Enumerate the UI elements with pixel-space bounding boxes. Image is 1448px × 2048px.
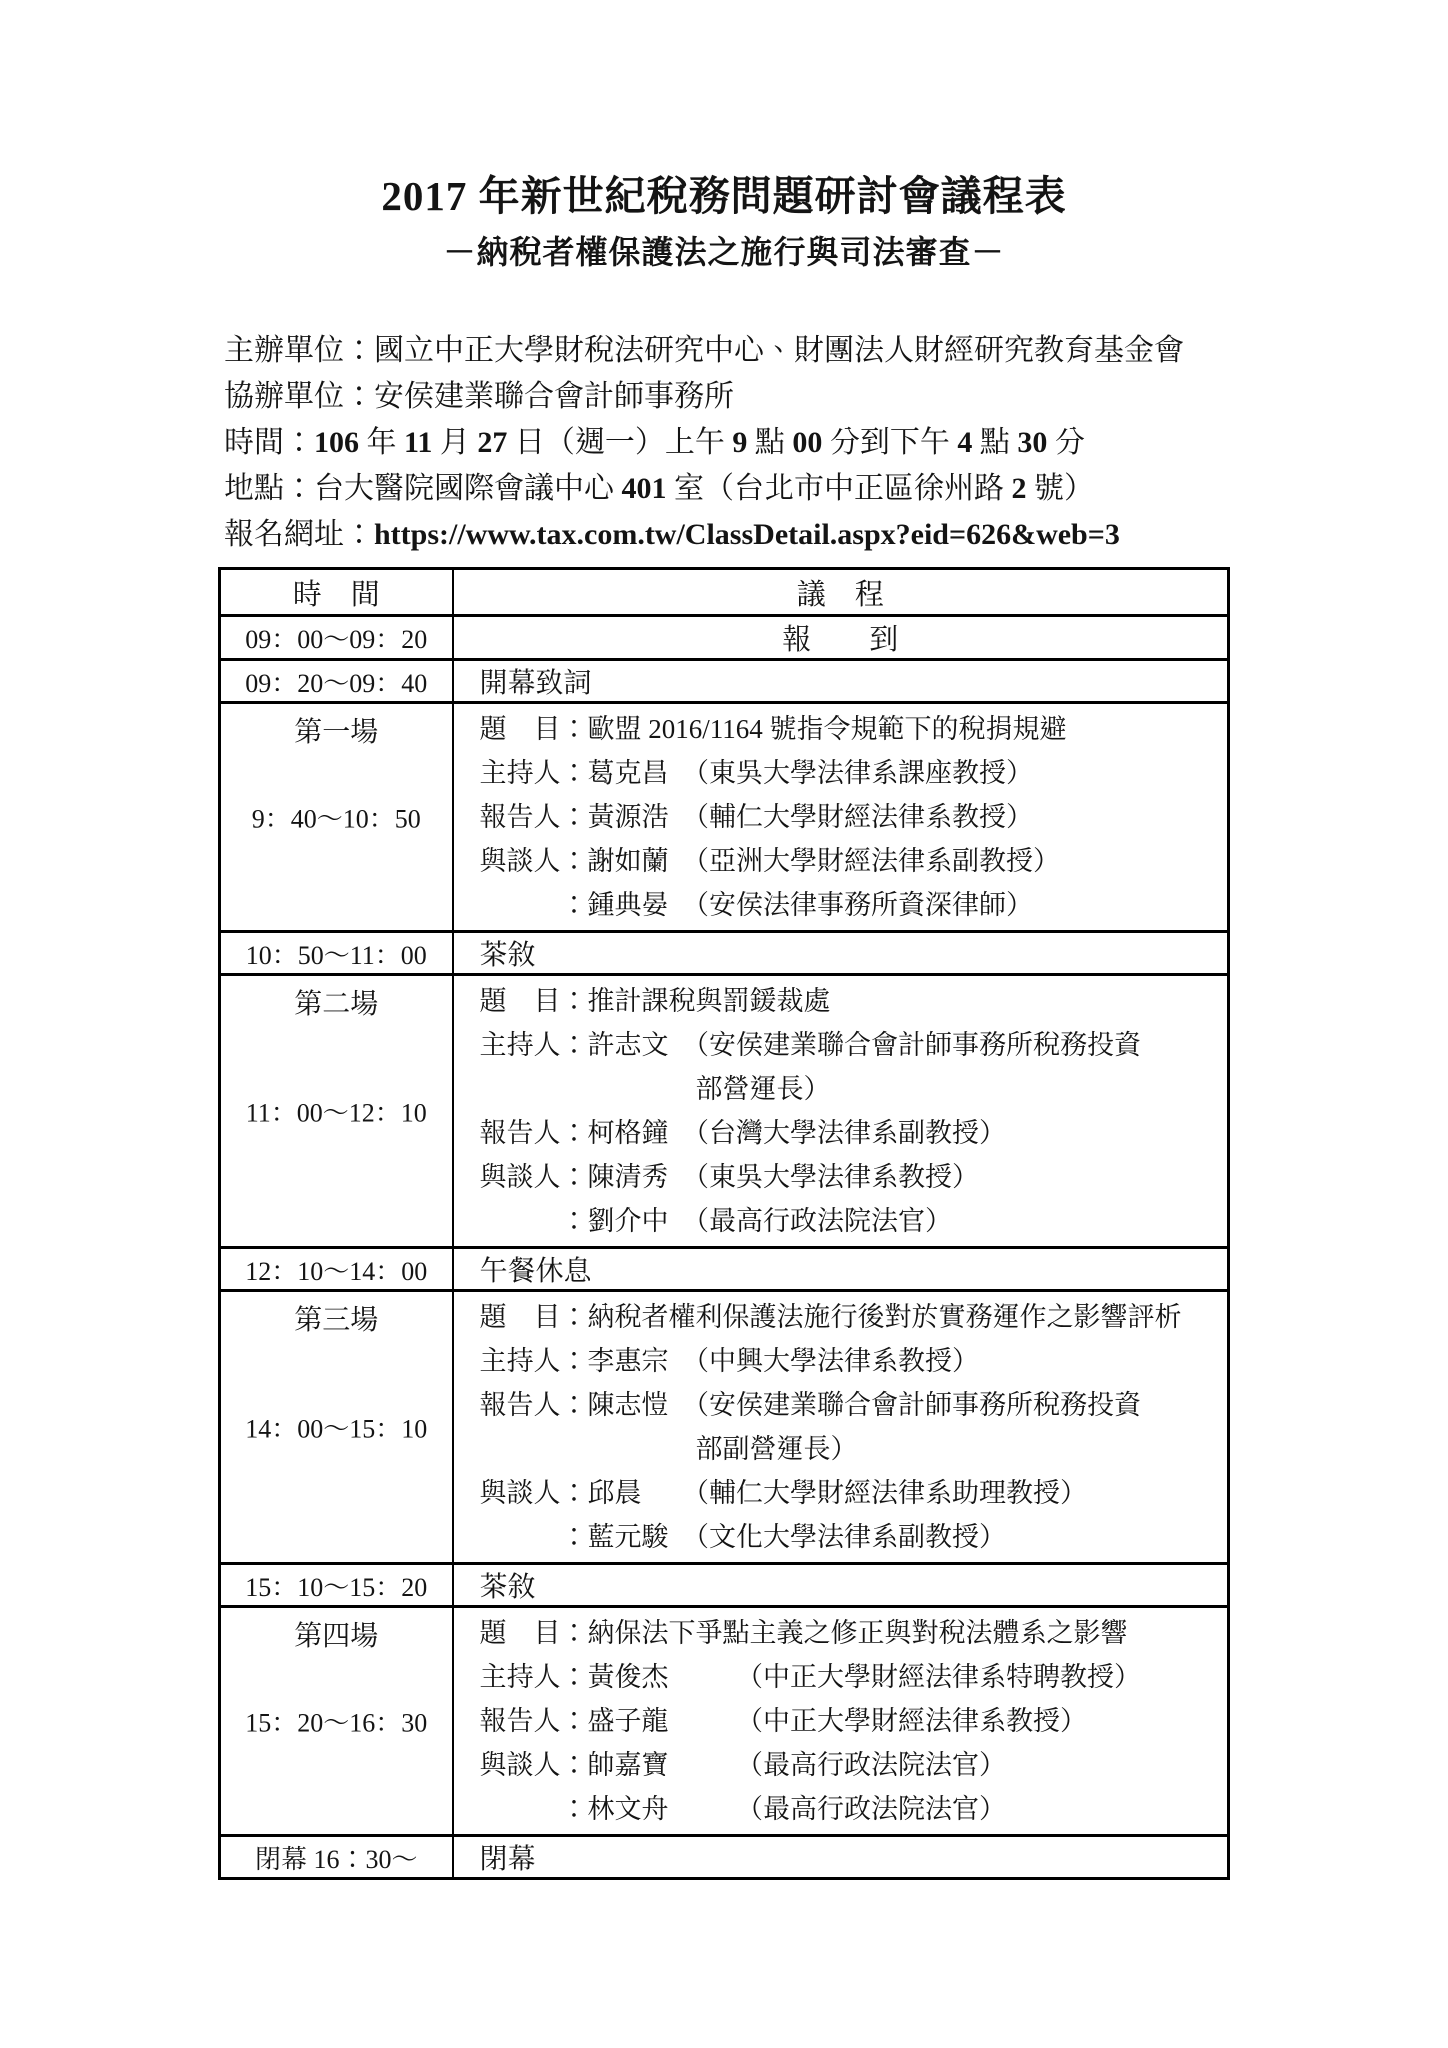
info-value-bold: 4 (957, 426, 973, 459)
time-cell (220, 703, 453, 932)
info-text: 時間： (224, 426, 314, 459)
info-text: 號） (1026, 472, 1094, 505)
agenda-line: 部營運長） (479, 1074, 831, 1104)
info-text: 地點：台大醫院國際會議中心 (224, 472, 622, 505)
session-label: 第四場 (294, 1621, 379, 1652)
session-time: 9：40～10：50 (251, 804, 421, 834)
agenda-line: ：劉介中 （最高行政法院法官） (479, 1206, 952, 1236)
agenda-line: 部副營運長） (479, 1434, 858, 1464)
session-row (220, 1291, 1229, 1564)
table-row (220, 1564, 1229, 1607)
agenda-line: 與談人：陳清秀 （東吳大學法律系教授） (479, 1162, 979, 1192)
agenda-line: ：鍾典晏 （安侯法律事務所資深律師） (479, 890, 1033, 920)
agenda-cell: 午餐休息 (453, 1248, 1229, 1291)
agenda-cell (453, 703, 1229, 932)
agenda-line: ：藍元駿 （文化大學法律系副教授） (479, 1522, 1006, 1552)
agenda-line: 主持人：葛克昌 （東吳大學法律系課座教授） (479, 758, 1033, 788)
time-cell (220, 1291, 453, 1564)
agenda-table-body (220, 616, 1229, 1879)
agenda-column-header: 議 程 (453, 569, 1229, 616)
info-text: 月 (432, 426, 478, 459)
info-value-bold: 2 (1011, 472, 1027, 505)
time-cell: 閉幕 16：30～ (220, 1836, 453, 1879)
session-row (220, 975, 1229, 1248)
agenda-line: ：林文舟 （最高行政法院法官） (479, 1794, 1006, 1824)
agenda-line: 題 目：納稅者權利保護法施行後對於實務運作之影響評析 (479, 1302, 1182, 1332)
info-value-bold: https://www.tax.com.tw/ClassDetail.aspx?eid=626&web=3 (374, 518, 1120, 551)
time-cell: 12：10～14：00 (220, 1248, 453, 1291)
agenda-line: 與談人：邱晨 （輔仁大學財經法律系助理教授） (479, 1478, 1087, 1508)
info-line (224, 328, 1448, 374)
time-column-header: 時 間 (220, 569, 453, 616)
table-row (220, 932, 1229, 975)
info-text: 日（週一）上午 (507, 426, 733, 459)
page-title: 2017 年新世紀稅務問題研討會議程表 (381, 173, 1067, 219)
agenda-line: 主持人：許志文 （安侯建業聯合會計師事務所稅務投資 (479, 1030, 1141, 1060)
info-line (224, 466, 1448, 512)
agenda-line: 題 目：推計課稅與罰鍰裁處 (479, 986, 831, 1016)
session-row (220, 703, 1229, 932)
agenda-cell: 閉幕 (453, 1836, 1229, 1879)
info-value-bold: 401 (621, 472, 667, 505)
table-row (220, 660, 1229, 703)
session-label: 第二場 (294, 989, 379, 1020)
info-text: 報名網址： (224, 518, 374, 551)
table-row (220, 1248, 1229, 1291)
session-label: 第三場 (294, 1305, 379, 1336)
info-value-bold: 00 (792, 426, 823, 459)
info-value-bold: 30 (1017, 426, 1048, 459)
session-time: 11：00～12：10 (245, 1098, 427, 1128)
info-value-bold: 9 (732, 426, 748, 459)
info-text: 主辦單位：國立中正大學財稅法研究中心、財團法人財經研究教育基金會 (224, 334, 1184, 367)
agenda-cell: 報 到 (453, 616, 1229, 660)
time-cell (220, 975, 453, 1248)
info-text: 協辦單位：安侯建業聯合會計師事務所 (224, 380, 734, 413)
table-row (220, 1836, 1229, 1879)
info-line (224, 420, 1448, 466)
info-value-bold: 27 (477, 426, 508, 459)
info-text: 分 (1047, 426, 1085, 459)
agenda-line: 報告人：黃源浩 （輔仁大學財經法律系教授） (479, 802, 1033, 832)
time-cell (220, 1607, 453, 1836)
time-cell: 09：00～09：20 (220, 616, 453, 660)
session-label: 第一場 (294, 717, 379, 748)
agenda-line: 報告人：陳志愷 （安侯建業聯合會計師事務所稅務投資 (479, 1390, 1141, 1420)
table-row (220, 616, 1229, 660)
agenda-cell: 茶敘 (453, 932, 1229, 975)
agenda-line: 主持人：李惠宗 （中興大學法律系教授） (479, 1346, 979, 1376)
agenda-line: 報告人：柯格鐘 （台灣大學法律系副教授） (479, 1118, 1006, 1148)
info-line (224, 374, 1448, 420)
session-time: 14：00～15：10 (245, 1414, 428, 1444)
table-header-row (220, 569, 1229, 616)
page-subtitle: －納稅者權保護法之施行與司法審查－ (443, 234, 1005, 270)
agenda-cell (453, 975, 1229, 1248)
time-cell: 10：50～11：00 (220, 932, 453, 975)
agenda-line: 報告人：盛子龍 （中正大學財經法律系教授） (479, 1706, 1087, 1736)
agenda-cell: 開幕致詞 (453, 660, 1229, 703)
agenda-line: 與談人：帥嘉寶 （最高行政法院法官） (479, 1750, 1006, 1780)
time-cell: 09：20～09：40 (220, 660, 453, 703)
agenda-line: 與談人：謝如蘭 （亞洲大學財經法律系副教授） (479, 846, 1060, 876)
info-line (224, 512, 1448, 558)
agenda-table (218, 567, 1230, 1880)
info-text: 分到下午 (822, 426, 958, 459)
agenda-cell (453, 1291, 1229, 1564)
info-text: 點 (972, 426, 1018, 459)
agenda-line: 主持人：黃俊杰 （中正大學財經法律系特聘教授） (479, 1662, 1141, 1692)
agenda-cell (453, 1607, 1229, 1836)
info-text: 室（台北市中正區徐州路 (666, 472, 1012, 505)
session-row (220, 1607, 1229, 1836)
agenda-cell: 茶敘 (453, 1564, 1229, 1607)
info-value-bold: 11 (404, 426, 433, 459)
agenda-line: 題 目：納保法下爭點主義之修正與對稅法體系之影響 (479, 1618, 1128, 1648)
agenda-line: 題 目：歐盟 2016/1164 號指令規範下的稅捐規避 (479, 714, 1067, 744)
info-block (224, 328, 1448, 558)
info-text: 年 (359, 426, 404, 459)
info-text: 點 (747, 426, 793, 459)
time-cell: 15：10～15：20 (220, 1564, 453, 1607)
session-time: 15：20～16：30 (245, 1708, 428, 1738)
info-value-bold: 106 (314, 426, 359, 459)
